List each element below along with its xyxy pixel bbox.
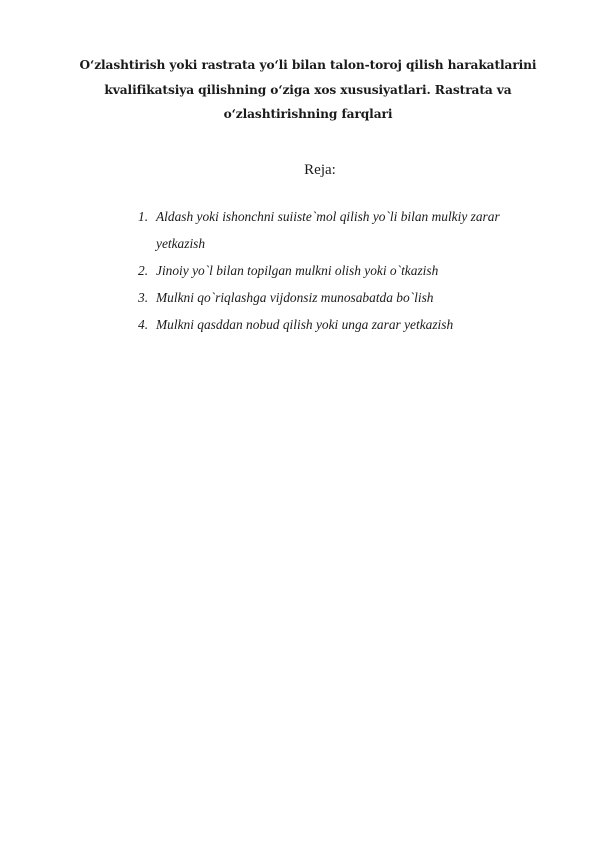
plan-item-3 bbox=[138, 284, 558, 311]
plan-item-text: Jinoiy yo`l bilan topilgan mulkni olish yoki o`tkazish bbox=[156, 263, 439, 278]
title-line-2: kvalifikatsiya qilishning o‘ziga xos xususiyatlari. Rastrata va bbox=[104, 82, 512, 97]
plan-item-number: 4. bbox=[138, 317, 149, 332]
plan-item-number: 1. bbox=[138, 209, 149, 224]
plan-item-number: 3. bbox=[138, 290, 149, 305]
document-title bbox=[70, 53, 546, 127]
title-line-3: o‘zlashtirishning farqlari bbox=[223, 107, 393, 121]
plan-item-number: 2. bbox=[138, 263, 149, 278]
plan-heading: Reja: bbox=[304, 162, 336, 178]
title-line-1: O‘zlashtirish yoki rastrata yo‘li bilan talon-toroj qilish harakatlarini bbox=[79, 58, 537, 72]
plan-item-1 bbox=[138, 203, 558, 257]
plan-item-text: Aldash yoki ishonchni suiiste`mol qilish yo`li bilan mulkiy zarar yetkazish bbox=[156, 209, 500, 251]
plan-item-2 bbox=[138, 257, 558, 284]
plan-list bbox=[138, 203, 558, 338]
plan-item-4 bbox=[138, 311, 558, 338]
plan-item-text: Mulkni qo`riqlashga vijdonsiz munosabatda bo`lish bbox=[156, 290, 434, 305]
plan-item-text: Mulkni qasddan nobud qilish yoki unga zarar yetkazish bbox=[156, 317, 454, 332]
